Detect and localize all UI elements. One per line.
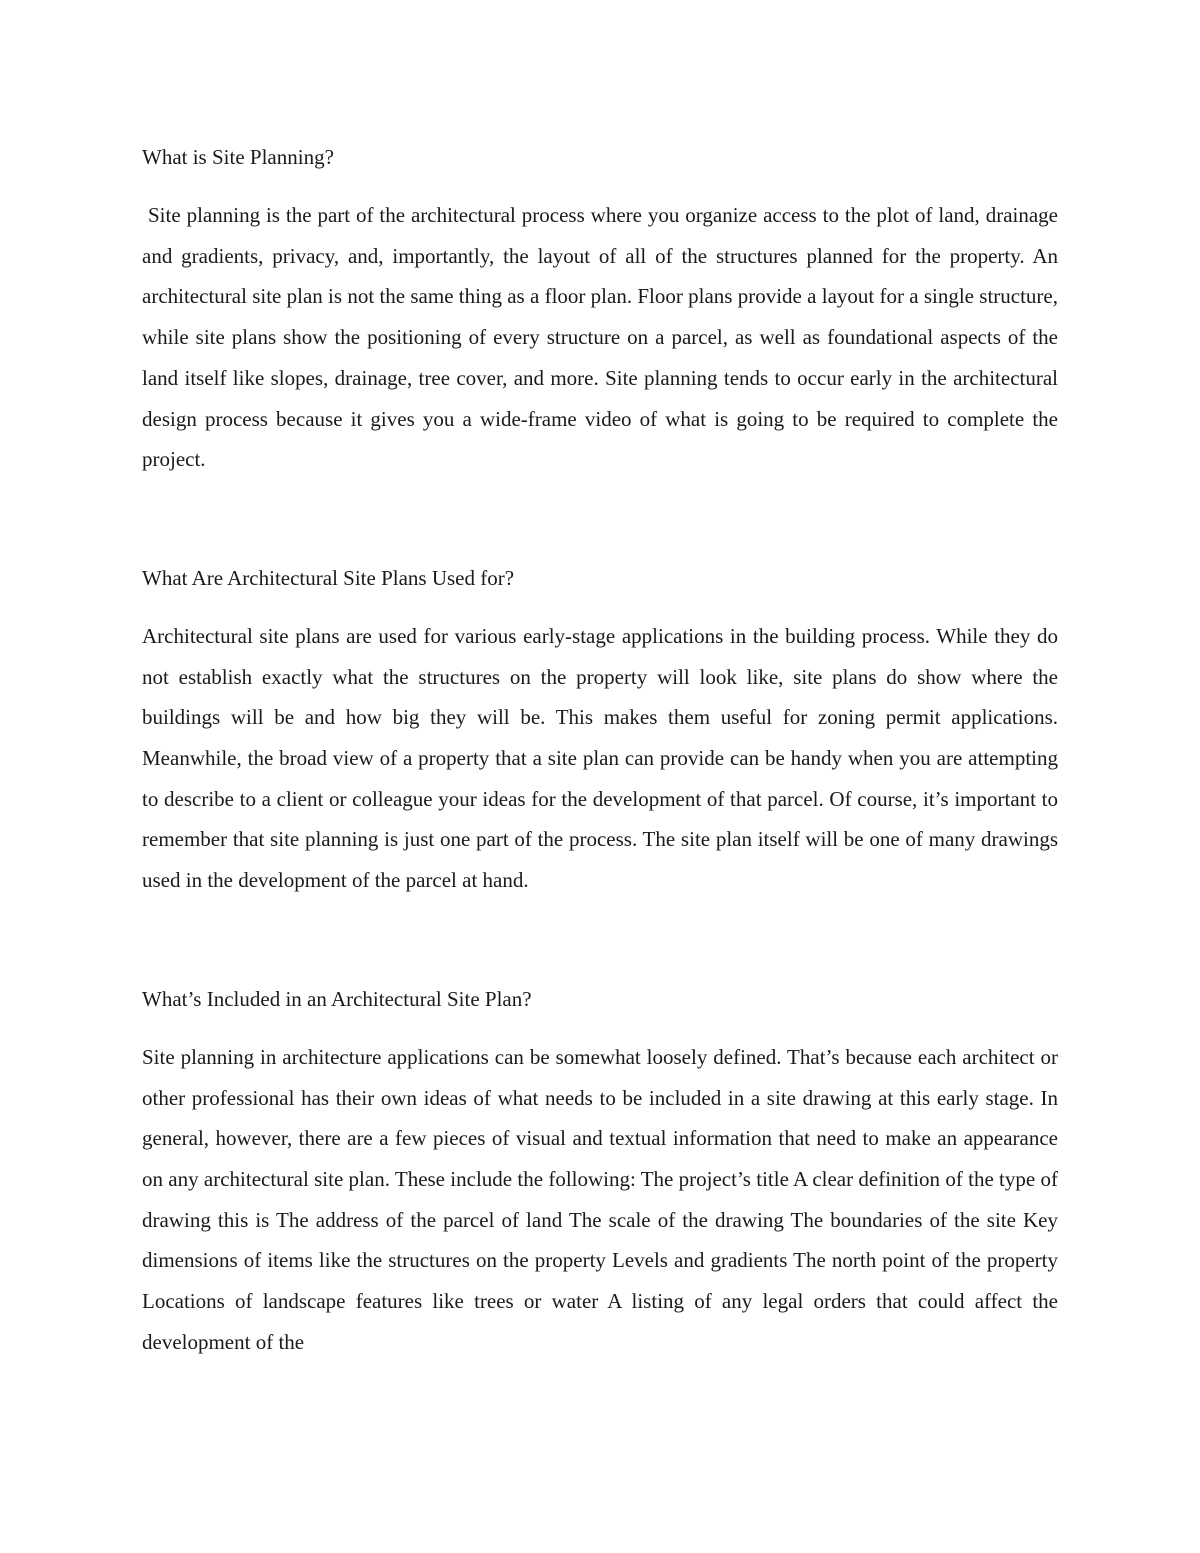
section-paragraph-site-planning: Site planning is the part of the architectural process where you organize access to the plot of land, drainage and gradients, privacy, and, importantly, the layout of all of the structures planned for the property. An architectural site plan is not the same thing as a floor plan. Floor plans provide a layout for a single structure, while site plans show the positioning of every structure on a parcel, as well as foundational aspects of the land itself like slopes, drainage, tree cover, and more. Site planning tends to occur early in the architectural design process because it gives you a wide-frame video of what is going to be required to complete the project.	[142, 203, 1058, 472]
section-heading-site-plans-used-for: What Are Architectural Site Plans Used for?	[142, 565, 515, 590]
section-paragraph-site-plans-used-for: Architectural site plans are used for various early-stage applications in the building process. While they do not establish exactly what the structures on the property will look like, site plans do show where the buildings will be and how big they will be. This makes them useful for zoning permit applications. Meanwhile, the broad view of a property that a site plan can provide can be handy when you are attempting to describe to a client or colleague your ideas for the development of that parcel. Of course, it’s important to remember that site planning is just one part of the process. The site plan itself will be one of many drawings used in the development of the parcel at hand.	[142, 623, 1058, 893]
section-heading-whats-included: What’s Included in an Architectural Site Plan?	[142, 986, 532, 1011]
document-body	[142, 142, 1058, 1362]
section-paragraph-whats-included: Site planning in architecture applications can be somewhat loosely defined. That’s because each architect or other professional has their own ideas of what needs to be included in a site drawing at this early stage. In general, however, there are a few pieces of visual and textual information that need to make an appearance on any architectural site plan. These include the following: The project’s title A clear definition of the type of drawing this is The address of the parcel of land The scale of the drawing The boundaries of the site Key dimensions of items like the structures on the property Levels and gradients The north point of the property Locations of landscape features like trees or water A listing of any legal orders that could affect the development of the	[142, 1044, 1058, 1354]
section-heading-site-planning: What is Site Planning?	[142, 145, 334, 169]
